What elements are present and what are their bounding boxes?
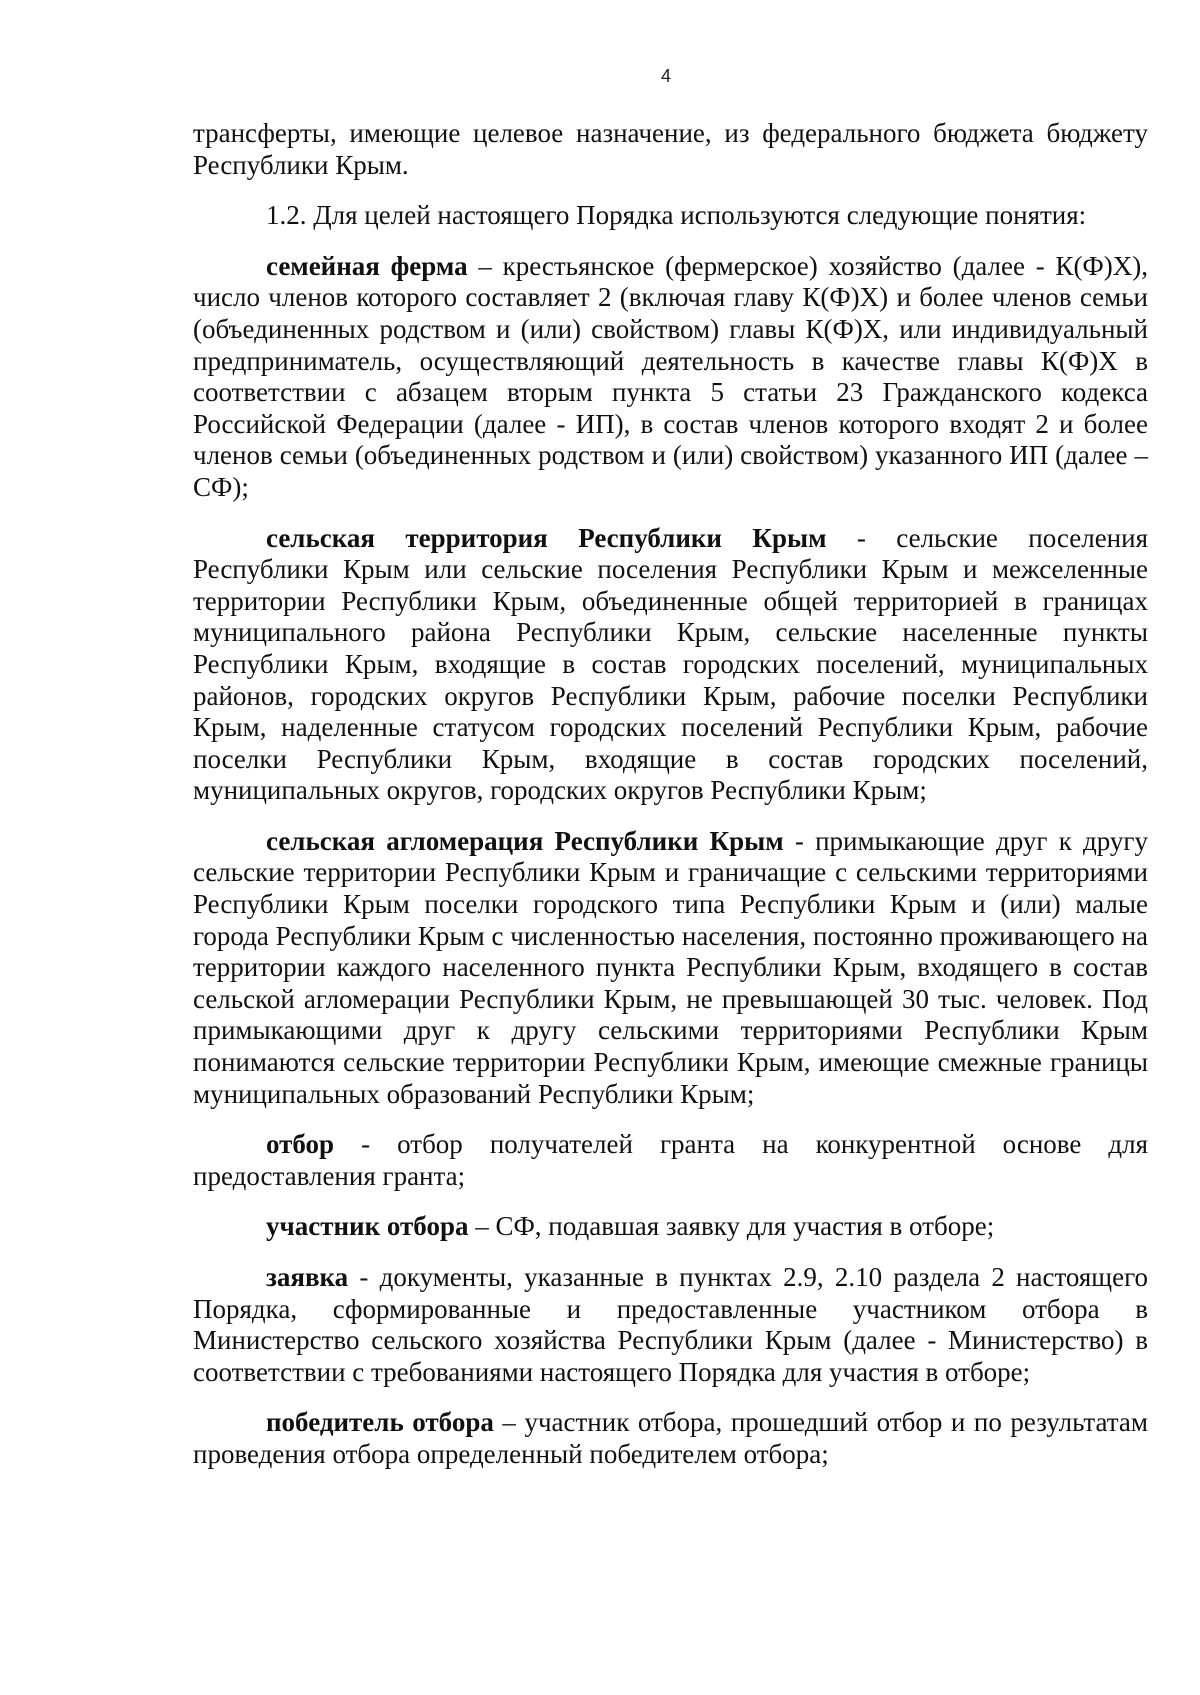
definition-text-family-farm: – крестьянское (фермерское) хозяйство (далее - К(Ф)Х), число членов которого составляет 2 (включая главу К(Ф)Х) и более членов семьи (объединенных родством и (или) свойством) главы К(Ф)Х, или индивидуальный предприниматель, осуществляющий деятельность в качестве главы К(Ф)Х в соответствии с абзацем вторым пункта 5 статьи 23 Гражданского кодекса Российской Федерации (далее - ИП), в состав членов которого входят 2 и более членов семьи (объединенных родством и (или) свойством) указанного ИП (далее – СФ); — [193, 250, 1148, 502]
definition-rural-agglomeration — [193, 826, 1148, 1110]
page-number: 4 — [660, 66, 671, 86]
definition-family-farm — [193, 251, 1148, 504]
paragraph-concepts-heading: 1.2. Для целей настоящего Порядка используются следующие понятия: — [266, 200, 1087, 231]
definition-winner — [193, 1407, 1148, 1470]
term-rural-territory: сельская территория Республики Крым — [266, 522, 827, 553]
definition-participant — [193, 1211, 1148, 1243]
paragraph-intro: трансферты, имеющие целевое назначение, из федерального бюджета бюджету Республики Крым. — [193, 118, 1148, 180]
term-participant: участник отбора — [266, 1211, 469, 1242]
definition-application — [193, 1262, 1148, 1388]
definition-text-participant: – СФ, подавшая заявку для участия в отборе; — [468, 1211, 995, 1242]
term-family-farm: семейная ферма — [266, 250, 468, 281]
definition-selection — [193, 1129, 1148, 1192]
definition-text-application: - документы, указанные в пунктах 2.9, 2.10 раздела 2 настоящего Порядка, сформированные и предоставленные участником отбора в Министерство сельского хозяйства Республики Крым (далее - Министерство) в соответствии с требованиями настоящего Порядка для участия в отборе; — [193, 1262, 1148, 1387]
term-selection: отбор — [266, 1129, 335, 1160]
term-rural-agglomeration: сельская агломерация Республики Крым — [266, 825, 784, 856]
definition-text-selection: - отбор получателей гранта на конкурентной основе для предоставления гранта; — [193, 1129, 1148, 1191]
document-body — [193, 118, 1148, 1471]
definition-text-rural-territory: - сельские поселения Республики Крым или сельские поселения Республики Крым и межселенные территории Республики Крым, объединенные общей территорией в границах муниципального района Республики Крым, сельские населенные пункты Республики Крым, входящие в состав городских поселений, муниципальных районов, городских округов Республики Крым, рабочие поселки Республики Крым, наделенные статусом городских поселений Республики Крым, рабочие поселки Республики Крым, входящие в состав городских поселений, муниципальных округов, городских округов Республики Крым; — [193, 522, 1148, 806]
term-application: заявка — [266, 1262, 349, 1292]
definition-text-winner: – участник отбора, прошедший отбор и по результатам проведения отбора определенный победителем отбора; — [193, 1407, 1148, 1469]
definition-text-rural-agglomeration: - примыкающие друг к другу сельские территории Республики Крым и граничащие с сельскими территориями Республики Крым поселки городского типа Республики Крым и (или) малые города Республики Крым с численностью населения, постоянно проживающего на территории каждого населенного пункта Республики Крым, входящего в состав сельской агломерации Республики Крым, не превышающей 30 тыс. человек. Под примыкающими друг к другу сельскими территориями Республики Крым понимаются сельские территории Республики Крым, имеющие смежные границы муниципальных образований Республики Крым; — [193, 825, 1148, 1109]
term-winner: победитель отбора — [266, 1407, 494, 1438]
definition-rural-territory — [193, 523, 1148, 807]
